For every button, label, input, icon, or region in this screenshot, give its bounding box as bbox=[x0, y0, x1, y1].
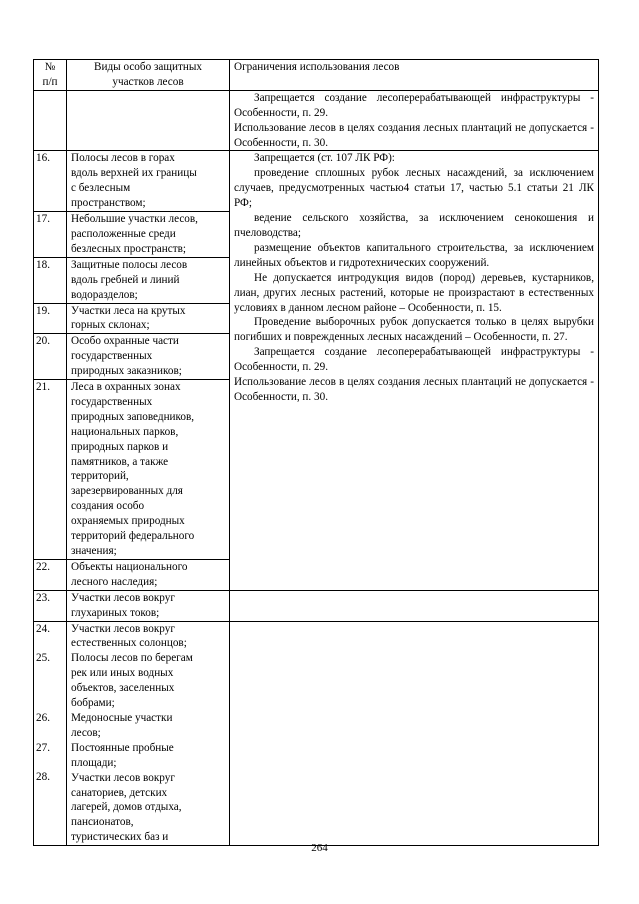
area-type: Особо охранные части государственных природных заказников; bbox=[67, 334, 230, 380]
header-area-type: Виды особо защитных участков лесов bbox=[67, 60, 230, 91]
restrictions-cell bbox=[230, 90, 599, 151]
spacer bbox=[36, 666, 64, 681]
area-type: Небольшие участки лесов, расположенные среди безлесных пространств; bbox=[67, 212, 230, 258]
area-type: Участки лесов вокруг санаториев, детских лагерей, домов отдыха, пансионатов, туристических баз и bbox=[71, 771, 182, 844]
restriction-paragraph: Не допускается интродукция видов (пород) деревьев, кустарников, лиан, других лесных растений, которые не произрастают в естественных условиях в данном лесном районе – Особенности, п. 15. bbox=[234, 271, 594, 314]
restriction-paragraph: Запрещается создание лесоперерабатывающей инфраструктуры - Особенности, п. 29. bbox=[234, 346, 594, 374]
item-number: 20. bbox=[34, 334, 67, 380]
restrictions-cell-empty bbox=[230, 621, 599, 846]
restrictions-cell bbox=[230, 151, 599, 590]
spacer bbox=[36, 681, 64, 696]
item-number: 16. bbox=[34, 151, 67, 212]
area-type: Полосы лесов по берегам рек или иных водных объектов, заселенных бобрами; bbox=[71, 652, 193, 710]
item-number-list bbox=[34, 621, 67, 846]
area-type: Постоянные пробные площади; bbox=[71, 741, 174, 769]
restriction-paragraph: Запрещается (ст. 107 ЛК РФ): bbox=[254, 152, 395, 165]
item-number: 21. bbox=[34, 380, 67, 560]
header-restrictions: Ограничения использования лесов bbox=[230, 60, 599, 91]
table-row bbox=[34, 621, 599, 846]
page-number: 264 bbox=[311, 842, 328, 854]
spacer bbox=[36, 756, 64, 771]
item-number: 23. bbox=[34, 590, 67, 621]
restriction-paragraph: ведение сельского хозяйства, за исключением сенокошения и пчеловодства; bbox=[234, 212, 594, 239]
item-number: 26. bbox=[36, 711, 50, 724]
area-type: Участки лесов вокруг глухариных токов; bbox=[67, 590, 230, 621]
cell-empty bbox=[67, 90, 230, 151]
spacer bbox=[36, 726, 64, 741]
item-number: 18. bbox=[34, 257, 67, 303]
item-number: 27. bbox=[36, 741, 50, 754]
item-number: 19. bbox=[34, 303, 67, 334]
area-type: Участки лесов вокруг естественных солонцов; bbox=[71, 622, 187, 650]
area-type: Медоносные участки лесов; bbox=[71, 711, 173, 739]
item-number: 28. bbox=[36, 771, 50, 784]
restriction-paragraph: Проведение выборочных рубок допускается только в целях вырубки погибших и поврежденных лесных насаждений – Особенности, п. 27. bbox=[234, 316, 594, 344]
area-type: Защитные полосы лесов вдоль гребней и линий водоразделов; bbox=[67, 257, 230, 303]
area-type: Объекты национального лесного наследия; bbox=[67, 559, 230, 590]
restriction-paragraph: Использование лесов в целях создания лесных плантаций не допускается - Особенности, п. 30. bbox=[234, 121, 594, 149]
item-number: 17. bbox=[34, 212, 67, 258]
restriction-paragraph: проведение сплошных рубок лесных насаждений, за исключением случаев, предусмотренных частью4 статьи 17, частью 5.1 статьи 21 ЛК РФ; bbox=[234, 167, 594, 210]
item-number: 25. bbox=[36, 652, 50, 665]
restriction-paragraph: Запрещается создание лесоперерабатывающей инфраструктуры - Особенности, п. 29. bbox=[234, 91, 594, 119]
header-number: № п/п bbox=[34, 60, 67, 91]
restrictions-cell-empty bbox=[230, 590, 599, 621]
spacer bbox=[36, 636, 64, 651]
table-header-row bbox=[34, 60, 599, 91]
area-type: Полосы лесов в горах вдоль верхней их границы с безлесным пространством; bbox=[67, 151, 230, 212]
forest-restrictions-table bbox=[33, 59, 599, 846]
cell-empty bbox=[34, 90, 67, 151]
area-type: Участки леса на крутых горных склонах; bbox=[67, 303, 230, 334]
restriction-paragraph: Использование лесов в целях создания лесных плантаций не допускается - Особенности, п. 30. bbox=[234, 376, 594, 403]
table-row bbox=[34, 151, 599, 212]
restriction-paragraph: размещение объектов капитального строительства, за исключением линейных объектов и гидротехнических сооружений. bbox=[234, 241, 594, 269]
continuation-row bbox=[34, 90, 599, 151]
area-type-list bbox=[67, 621, 230, 846]
table-row bbox=[34, 590, 599, 621]
spacer bbox=[36, 696, 64, 711]
item-number: 24. bbox=[36, 622, 50, 635]
item-number: 22. bbox=[34, 559, 67, 590]
area-type: Леса в охранных зонах государственных природных заповедников, национальных парков, природных парков и памятников, а также территорий, зарезервированных для создания особо охраняемых природных территорий федерального значения; bbox=[67, 380, 230, 560]
